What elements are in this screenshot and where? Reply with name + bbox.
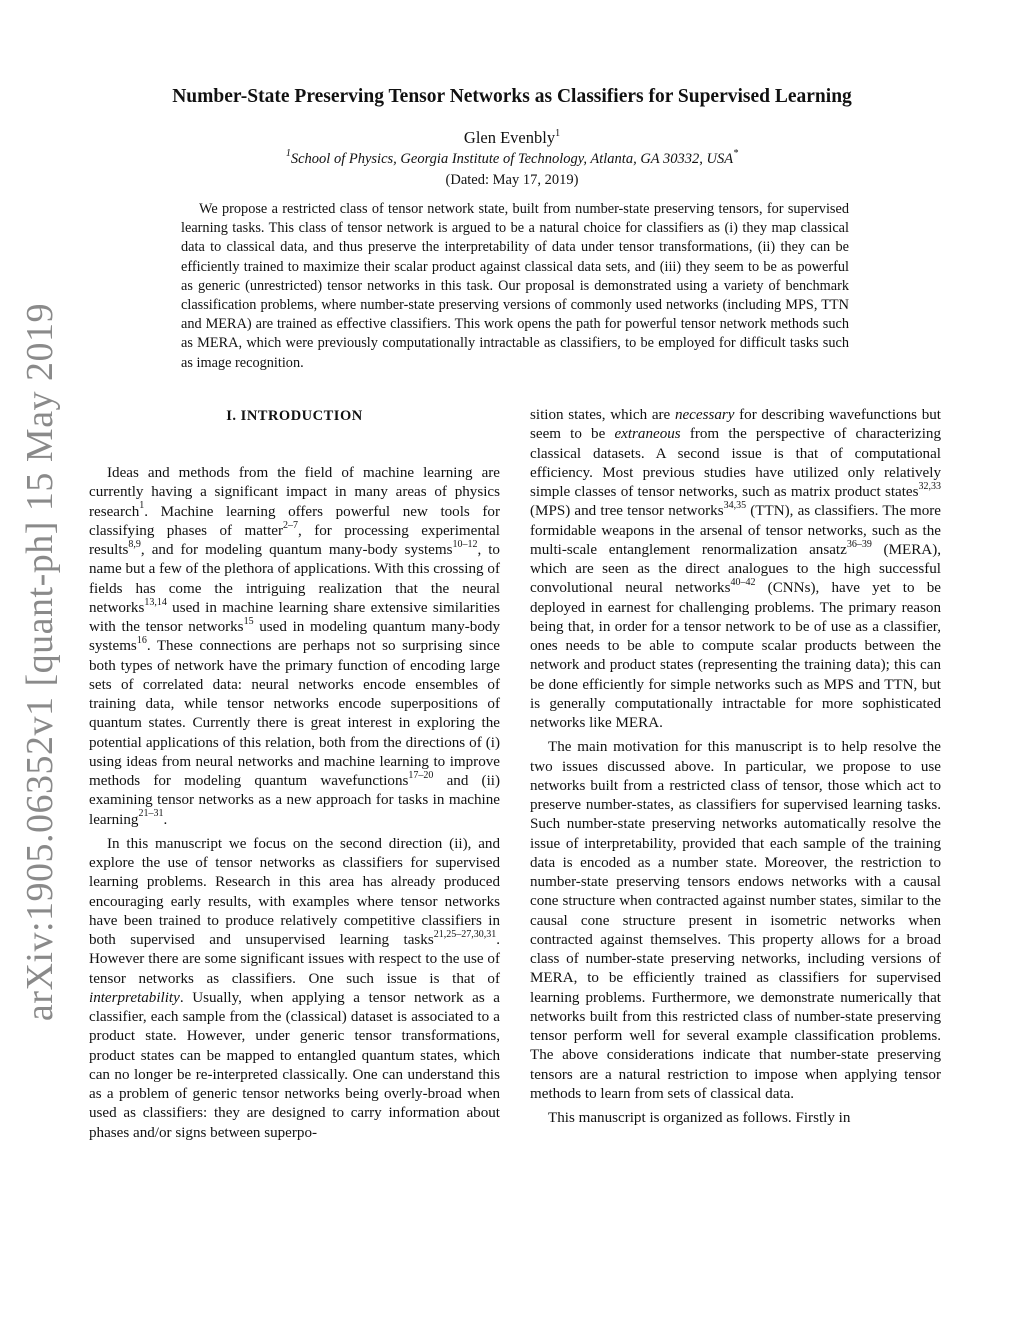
emphasis-extraneous: extraneous [614,426,681,443]
citation[interactable]: 1 [139,500,145,512]
author-line [0,128,1024,148]
citation[interactable]: 16 [136,635,147,647]
citation[interactable]: 40–42 [730,577,756,589]
paper-title: Number-State Preserving Tensor Networks as Classifiers for Supervised Learning [172,86,852,107]
citation[interactable]: 13,14 [144,596,167,608]
right-column [530,406,941,1133]
citation[interactable]: 32,33 [918,480,941,492]
intro-paragraph-4: This manuscript is organized as follows. Firstly in [548,1110,851,1126]
left-column [89,406,500,1148]
section-heading-introduction: I. INTRODUCTION [226,408,363,424]
affiliation-footnote-mark[interactable]: * [733,148,739,160]
affiliation-number: 1 [285,148,291,160]
arxiv-identifier-stamp: arXiv:1905.06352v1 [quant-ph] 15 May 2019 [19,302,61,1022]
emphasis-necessary: necessary [674,407,735,423]
abstract: We propose a restricted class of tensor network state, built from number-state preserving tensors, for supervised learning tasks. This class of tensor network is argued to be a natural choice for classifiers as (i) they map classical data to classical data, and thus preserve the interpretability of data under tensor transformations, (ii) they can be efficiently trained to maximize their scalar product against classical data sets, and (iii) they seem to be as powerful as generic (unrestricted) tensor networks in this task. Our proposal is demonstrated using a variety of benchmark classification problems, where number-state preserving versions of commonly used networks (including MPS, TTN and MERA) are trained as effective classifiers. This work opens the path for powerful tensor network methods such as MERA, which were previously computationally intractable as classifiers, to be employed for difficult tasks such as image recognition. [181,201,849,371]
emphasis-interpretability: interpretability [89,989,180,1006]
affiliation-text: School of Physics, Georgia Institute of Technology, Atlanta, GA 30332, USA [290,151,734,167]
citation[interactable]: 10–12 [452,538,478,550]
citation[interactable]: 34,35 [723,500,747,512]
citation[interactable]: 36–39 [846,538,872,550]
intro-paragraph-1: Ideas and methods from the field of machine learning are currently having a significant impact in many areas of physics research$^1$. Machine learning offers powerful new tools for classifying phases of matter$^{2-7}$, for processing experimental results$^{8,9}$, and for modeling quantum many-body systems$^{10-12}$, to name but a few of the plethora of applications. With this crossing of fields has come the intriguing realization that the neural networks$^{13,14}$ used in machine learning share extensive similarities with the tensor networks$^{15}$ used in modeling quantum many-body systems$^{16}$. These connections are perhaps not so surprising since both types of network have the primary function of encoding large sets of correlated data: neural networks encode ensembles of training data, while tensor networks encode superpositions of quantum states. Currently there is great interest in exploring the potential applications of this relation, both from the directions of (i) using ideas from neural networks and machine learning to improve methods for modeling quantum wavefunctions$^{17-20}$ and (ii) examining tensor networks as a new approach for tasks in machine learning$^{21-31}$. [89,465,500,828]
citation[interactable]: 8,9 [128,538,141,550]
affiliation-line [0,148,1024,168]
citation[interactable]: 2–7 [283,519,299,531]
intro-paragraph-2-continued: sition states, which are necessary for describing wavefunctions but seem to be extraneous from the perspective of characterizing classical datasets. A second issue is that of computational efficiency. Most previous studies have utilized only relatively simple classes of tensor networks, such as matrix product states$^{32,33}$ (MPS) and tree tensor networks$^{34,35}$ (TTN), as classifiers. The more formidable weapons in the arsenal of tensor networks, such as the multi-scale entanglement renormalization ansatz$^{36-39}$ (MERA), which are seen as the direct analogues to the high successful convolutional neural networks$^{40-42}$ (CNNs), have yet to be deployed in earnest for challenging problems. The primary reason being that, in order for a tensor network to be of use as a classifier, ones needs to be able to compute scalar products between the network and product states (representing the training data); this can be done efficiently for simple networks such as MPS and TTN, but is generally computationally intractable for more sophisticated networks like MERA. [530,407,941,731]
citation[interactable]: 15 [243,615,254,627]
citation[interactable]: 21,25–27,30,31 [433,928,497,940]
intro-paragraph-2: In this manuscript we focus on the second direction (ii), and explore the use of tensor networks as classifiers for supervised learning problems. Research in this area has already produced encouraging early results, with examples where tensor networks have been trained to produce relatively competitive classifiers in both supervised and unsupervised learning tasks$^{21,25-27,30,31}$. However there are some significant issues with respect to the use of tensor networks as classifiers. One such issue is that of interpretability. Usually, when applying a tensor network as a classifier, each sample from the (classical) dataset is associated to a product state. However, under generic tensor transformations, product states can be mapped to entangled quantum states, which can no longer be re-interpreted classically. One can understand this as a problem of generic tensor networks being overly-broad when used as classifiers: they are designed to carry information about phases and/or signs between superpo- [89,835,500,1141]
author-affiliation-mark: 1 [555,127,561,139]
intro-paragraph-3: The main motivation for this manuscript is to help resolve the two issues discussed above. In particular, we propose to use networks built from a restricted class of tensor, those which act to preserve number-states, as classifiers for supervised learning tasks. Such number-state preserving networks automatically resolve the issue of interpretability, provided that each sample of the training data is encoded as a number state. Moreover, the restriction to number-state preserving tensors endows networks with a causal cone structure when contracted against number states, similar to the causal cone structure present in isometric networks when contracted against themselves. This property allows for a broad class of number-state preserving networks, including versions of MERA, to be efficiently trained as classifiers for supervised learning problems. Furthermore, we demonstrate numerically that networks built from this restricted class of number-state preserving tensor perform well for several example classification problems. The above considerations indicate that number-state preserving tensors are a natural restriction to impose when applying tensor methods to learn from sets of classical data. [530,739,941,1102]
citation[interactable]: 17–20 [408,769,434,781]
dated-line: (Dated: May 17, 2019) [445,172,579,188]
author-name: Glen Evenbly [463,128,556,147]
citation[interactable]: 21–31 [138,808,164,820]
